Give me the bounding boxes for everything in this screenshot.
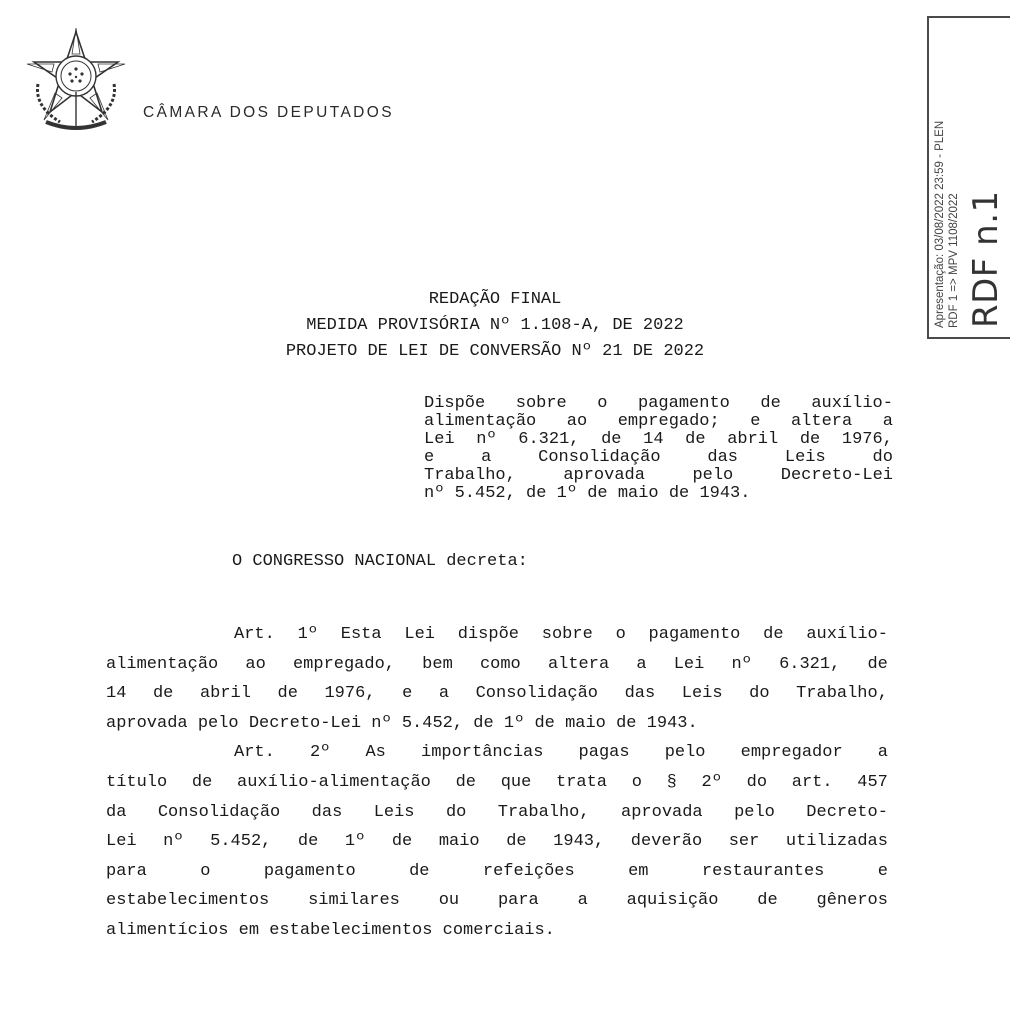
stamp-document-id: RDF n.1 (965, 189, 1006, 328)
body-line: da Consolidação das Leis do Trabalho, aprovada pelo Decreto- (106, 802, 888, 822)
body-line: alimentação ao empregado, bem como altera a Lei nº 6.321, de (106, 654, 888, 674)
title-medida-provisoria: MEDIDA PROVISÓRIA Nº 1.108-A, DE 2022 (306, 316, 684, 335)
enacting-clause: O CONGRESSO NACIONAL decreta: (232, 552, 528, 571)
organization-name: CÂMARA DOS DEPUTADOS (143, 104, 394, 121)
ementa-line: Dispõe sobre o pagamento de auxílio- (424, 394, 893, 413)
body-line: alimentícios em estabelecimentos comerciais. (106, 920, 555, 940)
ementa-line: Lei nº 6.321, de 14 de abril de 1976, (424, 430, 893, 449)
ementa-line: nº 5.452, de 1º de maio de 1943. (424, 484, 751, 503)
ementa-line: alimentação ao empregado; e altera a (424, 412, 893, 431)
ementa-line: e a Consolidação das Leis do (424, 448, 893, 467)
stamp-reference: RDF 1 => MPV 1108/2022 (947, 192, 960, 328)
stamp-presentation-date: Apresentação: 03/08/2022 23:59 - PLEN (933, 120, 946, 328)
document-body (106, 620, 888, 946)
body-line: título de auxílio-alimentação de que trata o § 2º do art. 457 (106, 772, 888, 792)
title-projeto-de-lei: PROJETO DE LEI DE CONVERSÃO Nº 21 DE 2022 (285, 342, 705, 361)
document-header (20, 24, 520, 144)
body-line: aprovada pelo Decreto-Lei nº 5.452, de 1º de maio de 1943. (106, 713, 698, 733)
title-redacao-final: REDAÇÃO FINAL (428, 290, 562, 309)
body-line-art2: Art. 2º As importâncias pagas pelo empregador a (234, 743, 888, 763)
body-line: estabelecimentos similares ou para a aquisição de gêneros (106, 891, 888, 911)
ementa-line: Trabalho, aprovada pelo Decreto-Lei (424, 466, 893, 485)
body-line: Lei nº 5.452, de 1º de maio de 1943, deverão ser utilizadas (106, 832, 888, 852)
body-line: 14 de abril de 1976, e a Consolidação das Leis do Trabalho, (106, 684, 888, 704)
document-titles (0, 287, 990, 365)
body-line: para o pagamento de refeições em restaurantes e (106, 861, 888, 881)
brazil-coat-of-arms-icon (20, 24, 132, 136)
body-line-art1: Art. 1º Esta Lei dispõe sobre o pagamento de auxílio- (234, 625, 888, 644)
ementa-block (424, 395, 893, 503)
